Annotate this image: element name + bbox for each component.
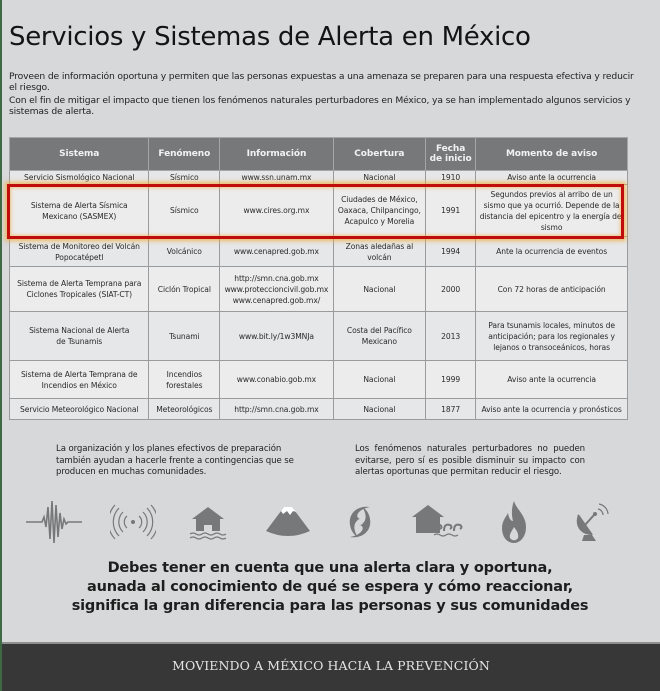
- flooded-house-icon: [186, 497, 230, 547]
- cell-fecha: 1910: [425, 171, 475, 185]
- table-row-highlighted: [10, 185, 628, 237]
- cell-momento: Ante la ocurrencia de eventos: [476, 237, 628, 267]
- header-sistema: Sistema: [10, 138, 149, 171]
- cell-momento: Aviso ante la ocurrencia: [476, 361, 628, 399]
- cell-fecha: 1994: [425, 237, 475, 267]
- cell-fecha: 1999: [425, 361, 475, 399]
- hazard-icons-row: [22, 497, 622, 547]
- cell-fenomeno: Ciclón Tropical: [149, 267, 220, 312]
- table-row: [10, 237, 628, 267]
- fire-icon: [494, 497, 534, 547]
- table-row: [10, 399, 628, 420]
- cell-fecha: 1877: [425, 399, 475, 420]
- cell-fenomeno: Sísmico: [149, 171, 220, 185]
- cell-fecha: 1991: [425, 185, 475, 237]
- cell-sistema: Sistema de Monitoreo del Volcán Popocatépetl: [10, 237, 149, 267]
- satellite-dish-icon: [570, 497, 614, 547]
- cell-cobertura: Nacional: [333, 171, 425, 185]
- cell-sistema: Servicio Meteorológico Nacional: [10, 399, 149, 420]
- cell-cobertura: Nacional: [333, 399, 425, 420]
- cell-informacion-link[interactable]: http://smn.cna.gob.mx: [220, 399, 334, 420]
- intro-paragraph-1: Proveen de información oportuna y permiten que las personas expuestas a una amenaza se preparen para una respuesta efectiva y reducir el riesgo.: [9, 71, 634, 93]
- cell-momento: Con 72 horas de anticipación: [476, 267, 628, 312]
- header-informacion: Información: [220, 138, 334, 171]
- alert-systems-table: [9, 137, 628, 420]
- footer-banner: [2, 642, 660, 691]
- cell-fenomeno: Volcánico: [149, 237, 220, 267]
- header-cobertura: Cobertura: [333, 138, 425, 171]
- cell-momento: Segundos previos al arribo de un sismo que ya ocurrió. Depende de la distancia del epicentro y la energía del sismo: [476, 185, 628, 237]
- cell-momento: Aviso ante la ocurrencia: [476, 171, 628, 185]
- closing-line-3: significa la gran diferencia para las personas y sus comunidades: [71, 598, 589, 614]
- cell-cobertura: Ciudades de México, Oaxaca, Chilpancingo, Acapulco y Morelia: [333, 185, 425, 237]
- tsunami-house-icon: [408, 497, 464, 547]
- table-row: [10, 312, 628, 361]
- cell-cobertura: Nacional: [333, 267, 425, 312]
- table-header-row: [10, 138, 628, 171]
- cell-cobertura: Costa del Pacífico Mexicano: [333, 312, 425, 361]
- cell-informacion: [220, 267, 334, 312]
- cell-sistema: Sistema de Alerta Temprana de Incendios en México: [10, 361, 149, 399]
- hurricane-icon: [340, 497, 380, 547]
- cell-momento: Aviso ante la ocurrencia y pronósticos: [476, 399, 628, 420]
- header-fecha-line1: Fecha: [436, 144, 466, 154]
- table-row: [10, 361, 628, 399]
- table-row: [10, 267, 628, 312]
- cell-fenomeno: Incendios forestales: [149, 361, 220, 399]
- cell-cobertura: Nacional: [333, 361, 425, 399]
- note-right: Los fenómenos naturales perturbadores no pueden evitarse, pero sí es posible disminuir su impacto con alertas oportunas que permitan reducir el riesgo.: [355, 444, 585, 477]
- cell-fenomeno: Sísmico: [149, 185, 220, 237]
- cell-informacion-link[interactable]: www.ssn.unam.mx: [220, 171, 334, 185]
- closing-message: [0, 559, 660, 616]
- volcano-icon: [262, 497, 314, 547]
- cell-informacion-link[interactable]: www.bit.ly/1w3MNJa: [220, 312, 334, 361]
- cell-informacion-link[interactable]: www.cires.org.mx: [220, 185, 334, 237]
- radio-signal-icon: [110, 497, 156, 547]
- page-title: Servicios y Sistemas de Alerta en México: [9, 22, 531, 52]
- info-link[interactable]: http://smn.cna.gob.mx: [234, 273, 319, 283]
- cell-informacion-link[interactable]: www.conabio.gob.mx: [220, 361, 334, 399]
- cell-momento: Para tsunamis locales, minutos de anticipación; para los regionales y lejanos o transoceánicos, horas: [476, 312, 628, 361]
- header-fecha-line2: de inicio: [429, 154, 472, 164]
- cell-sistema: Sistema de Alerta Sísmica Mexicano (SASMEX): [10, 185, 149, 237]
- footer-slogan: MOVIENDO A MÉXICO HACIA LA PREVENCIÓN: [172, 657, 490, 673]
- cell-informacion-link[interactable]: www.cenapred.gob.mx: [220, 237, 334, 267]
- cell-sistema: Sistema Nacional de Alerta de Tsunamis: [10, 312, 149, 361]
- cell-fenomeno: Tsunami: [149, 312, 220, 361]
- note-left: La organización y los planes efectivos de preparación también ayudan a hacerle frente a contingencias que se producen en muchas comunidades.: [56, 444, 294, 477]
- closing-line-1: Debes tener en cuenta que una alerta clara y oportuna,: [107, 560, 553, 576]
- header-fenomeno: Fenómeno: [149, 138, 220, 171]
- seismograph-icon: [22, 497, 86, 547]
- intro-paragraph-2: Con el fin de mitigar el impacto que tienen los fenómenos naturales perturbadores en México, ya se han implementado algunos servicios y sistemas de alerta.: [9, 95, 631, 117]
- cell-fecha: 2013: [425, 312, 475, 361]
- cell-cobertura: Zonas aledañas al volcán: [333, 237, 425, 267]
- cell-sistema: Sistema de Alerta Temprana para Ciclones Tropicales (SIAT-CT): [10, 267, 149, 312]
- header-momento-aviso: Momento de aviso: [476, 138, 628, 171]
- info-link[interactable]: www.proteccioncivil.gob.mx: [224, 284, 329, 294]
- closing-line-2: aunada al conocimiento de qué se espera y cómo reaccionar,: [87, 579, 573, 595]
- table-row: [10, 171, 628, 185]
- cell-fecha: 2000: [425, 267, 475, 312]
- cell-fenomeno: Meteorológicos: [149, 399, 220, 420]
- header-fecha-inicio: [425, 138, 475, 171]
- cell-sistema: Servicio Sismológico Nacional: [10, 171, 149, 185]
- info-link[interactable]: www.cenapred.gob.mx/: [232, 295, 321, 305]
